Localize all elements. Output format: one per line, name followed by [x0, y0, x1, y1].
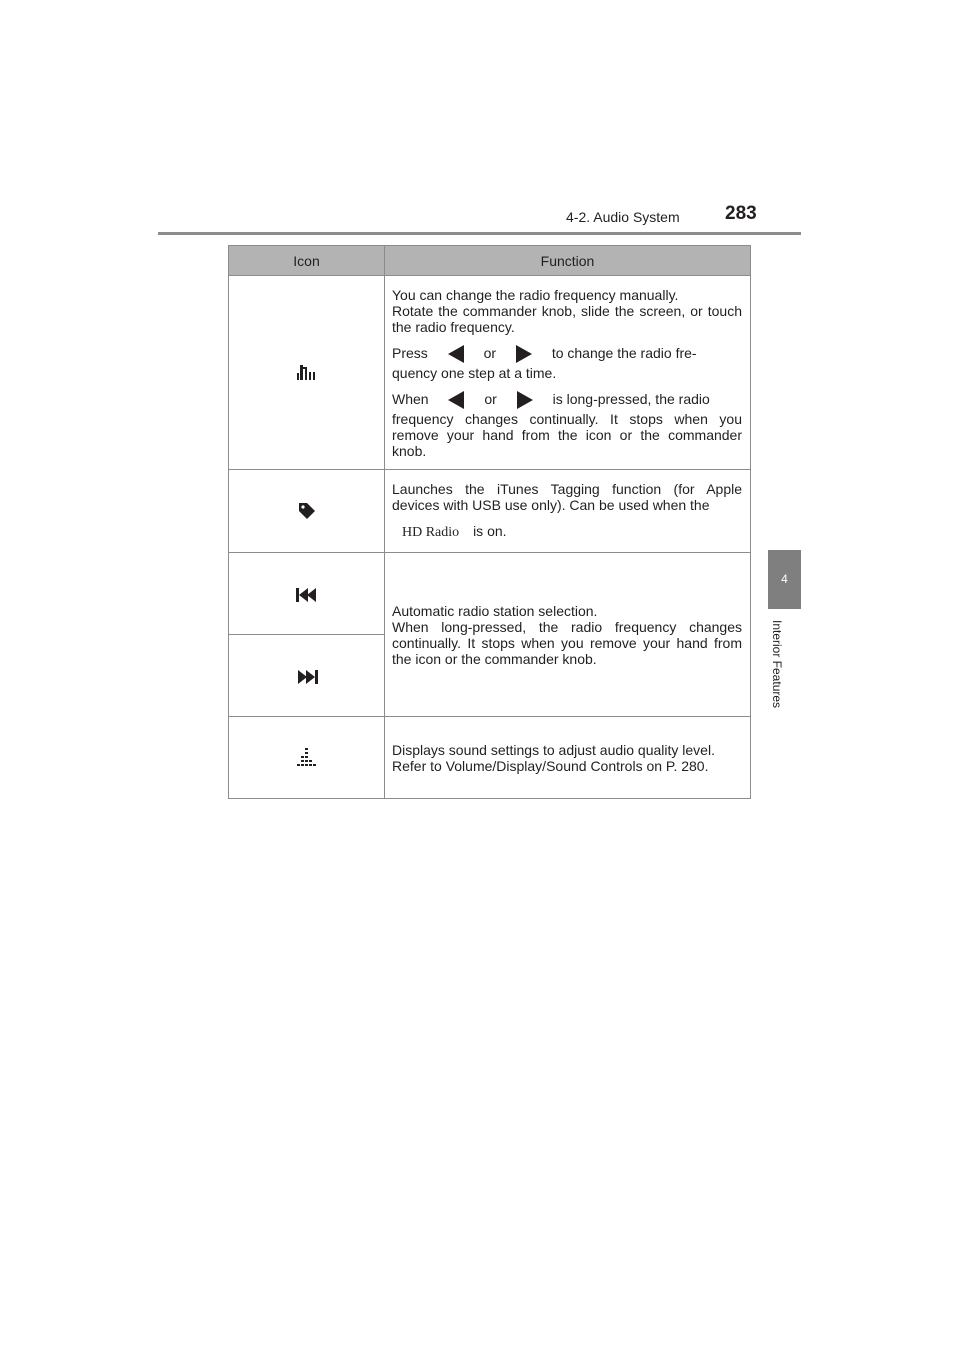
- table-row: [229, 717, 751, 799]
- table-row: [229, 276, 751, 470]
- arrow-left-icon: [448, 345, 464, 363]
- function-text: Displays sound settings to adjust audio quality level.: [392, 741, 715, 758]
- chapter-title: Interior Features: [770, 620, 784, 709]
- function-text: is on.: [473, 523, 507, 539]
- function-text: Automatic radio station selection.: [392, 602, 598, 619]
- function-cell: [385, 470, 751, 553]
- function-cell: [385, 717, 751, 799]
- function-text: frequency changes continually. It stops when you remove your hand from the icon or the commander knob.: [392, 410, 742, 459]
- chapter-number: 4: [781, 572, 788, 586]
- function-text: quency one step at a time.: [392, 364, 557, 381]
- icon-function-table: [228, 245, 751, 799]
- tag-icon: [298, 502, 316, 520]
- page-number: 283: [725, 203, 757, 224]
- function-text: Rotate the commander knob, slide the screen, or touch the radio frequency.: [392, 302, 742, 335]
- function-text: Launches the iTunes Tagging function (for Apple devices with USB use only). Can be used when the: [392, 481, 742, 513]
- function-text: or: [484, 390, 497, 407]
- tuning-dial-icon: [296, 364, 318, 382]
- arrow-right-icon: [516, 345, 532, 363]
- column-header-function: Function: [385, 246, 751, 276]
- header-rule: [158, 232, 801, 235]
- arrow-right-icon: [517, 391, 533, 409]
- seek-forward-icon: [296, 670, 318, 684]
- table-row: [229, 470, 751, 553]
- icon-cell: [229, 553, 385, 635]
- header-section-title: 4-2. Audio System: [566, 209, 680, 225]
- icon-cell: [229, 470, 385, 553]
- function-cell: [385, 276, 751, 470]
- function-text: or: [483, 344, 497, 361]
- function-text: Refer to Volume/Display/Sound Controls on P. 280.: [392, 757, 709, 774]
- icon-cell: [229, 717, 385, 799]
- sound-settings-icon: [296, 748, 318, 768]
- function-text: to change the radio fre-: [551, 344, 697, 361]
- function-text: is long-pressed, the radio: [552, 390, 710, 407]
- seek-back-icon: [296, 588, 318, 602]
- table-header-row: [229, 246, 751, 276]
- icon-cell: [229, 276, 385, 470]
- function-cell: [385, 553, 751, 717]
- table-row: [229, 553, 751, 635]
- function-text: When long-pressed, the radio frequency changes continually. It stops when you remove your hand from the icon or the commander knob.: [392, 618, 742, 667]
- column-header-icon: Icon: [229, 246, 385, 276]
- icon-cell: [229, 635, 385, 717]
- function-text: Press: [392, 344, 428, 361]
- function-text: When: [392, 390, 429, 407]
- hd-radio-badge: HD Radio: [402, 525, 460, 540]
- arrow-left-icon: [448, 391, 464, 409]
- function-text: You can change the radio frequency manually.: [392, 286, 679, 303]
